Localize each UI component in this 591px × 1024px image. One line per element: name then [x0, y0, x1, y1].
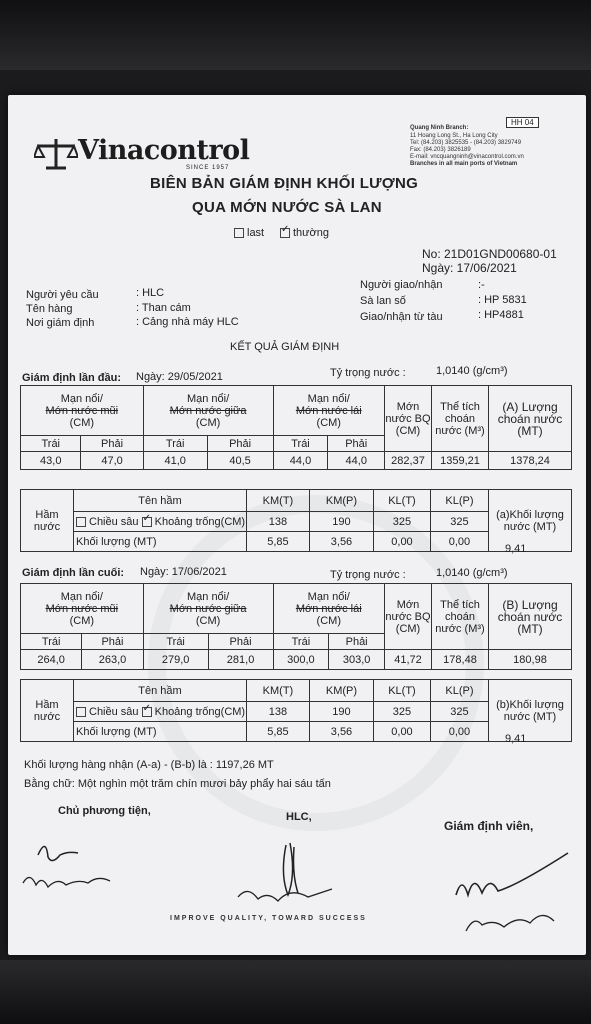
- last-tank-table: Hầm nước Tên hầm KM(T) KM(P) KL(T) KL(P) (b)Khối lượng nước (MT) Chiều sâu ✓ Khoảng trống(CM) 138 190 325 325 Khối lượng (MT) 5,85 3,56 0,00 0,00: [20, 679, 572, 742]
- info-goods-label: Tên hàng: [26, 303, 73, 315]
- title-line2: QUA MỚN NƯỚC SÀ LAN: [192, 199, 382, 216]
- branch-name: Quang Ninh Branch:: [410, 125, 469, 131]
- surveyor-signature-icon: [438, 845, 578, 935]
- title-line1: BIÊN BẢN GIÁM ĐỊNH KHỐI LƯỢNG: [150, 175, 419, 192]
- info-barge-value: : HP 5831: [478, 294, 527, 306]
- background-bottom: [0, 960, 591, 1024]
- first-tank-table: Hầm nước Tên hầm KM(T) KM(P) KL(T) KL(P) (a)Khối lượng nước (MT) Chiều sâu ✓ Khoảng trống(CM) 138 190 325 325 Khối lượng (MT) 5,85 3,56 0,00 0,00: [20, 489, 572, 552]
- info-requester-label: Người yêu cầu: [26, 289, 99, 301]
- result-heading: KẾT QUẢ GIÁM ĐỊNH: [230, 341, 340, 353]
- last-survey-label: Giám định lần cuối:: [22, 567, 125, 579]
- footer-slogan: IMPROVE QUALITY, TOWARD SUCCESS: [170, 915, 367, 922]
- client-signature-icon: [228, 835, 348, 915]
- info-place-label: Nơi giám định: [26, 317, 95, 329]
- background-top: [0, 0, 591, 70]
- info-requester-value: : HLC: [136, 287, 165, 299]
- summary-words: Bằng chữ: Một nghìn một trăm chín mươi bảy phẩy hai sáu tấn: [24, 778, 331, 790]
- info-goods-value: : Than cám: [136, 302, 191, 314]
- last-water-mass: 9,41: [505, 733, 527, 745]
- branch-email: E-mail: vncquangninh@vinacontrol.com.vn: [410, 154, 524, 160]
- info-vessel-label: Giao/nhận từ tàu: [360, 311, 443, 323]
- scales-icon: [34, 137, 78, 171]
- branch-address: 11 Hoang Long St., Ha Long City: [410, 133, 498, 139]
- signature-owner-label: Chủ phương tiện,: [58, 805, 151, 817]
- first-water-mass: 9,41: [505, 543, 527, 555]
- doc-date: Ngày: 17/06/2021: [422, 261, 517, 275]
- last-density-label: Tỷ trọng nước :: [330, 569, 406, 581]
- option-last: last: [234, 227, 264, 239]
- survey-document: [8, 95, 586, 955]
- logo-text: Vinacontrol: [78, 135, 250, 166]
- info-vessel-value: : HP4881: [478, 309, 524, 321]
- first-density-value: 1,0140 (g/cm³): [436, 365, 508, 377]
- info-deliverer-label: Người giao/nhận: [360, 279, 443, 291]
- logo-since: SINCE 1957: [186, 165, 230, 171]
- info-place-value: : Cảng nhà máy HLC: [136, 316, 239, 328]
- owner-signature-icon: [18, 835, 138, 895]
- last-draft-table: Mạn nổi/ Mớn nước mũi (CM) Mạn nổi/ Mớn nước giữa (CM) Mạn nổi/ Mớn nước lái (CM) Mớn nước BQ (CM) Thể tích choán nước (M³) (B) Lượng choán nước (MT) Trái Phải Trái Phải Trái Phải 264,0 263,0 279,0 281,0 300,0 303,0 41,72 178,48 180,98: [20, 583, 572, 670]
- checkbox-normal: [280, 228, 290, 238]
- first-survey-label: Giám định lần đầu:: [22, 372, 122, 384]
- last-density-value: 1,0140 (g/cm³): [436, 567, 508, 579]
- first-survey-date: Ngày: 29/05/2021: [136, 371, 223, 383]
- signature-client-label: HLC,: [286, 811, 312, 823]
- info-deliverer-value: :-: [478, 279, 485, 291]
- first-density-label: Tỷ trọng nước :: [330, 367, 406, 379]
- first-draft-table: Mạn nổi/ Mớn nước mũi (CM) Mạn nổi/ Mớn nước giữa (CM) Mạn nổi/ Mớn nước lái (CM) Mớn nước BQ (CM) Thể tích choán nước (M³) (A) Lượng choán nước (MT) Trái Phải Trái Phải Trái Phải 43,0 47,0 41,0 40,5 44,0 44,0 282,37 1359,21 1378,24: [20, 385, 572, 470]
- info-barge-label: Sà lan số: [360, 295, 406, 307]
- signature-surveyor-label: Giám định viên,: [444, 819, 534, 833]
- branch-tel: Tel: (84.203) 3825535 - (84.203) 3829749: [410, 140, 522, 146]
- branch-code: HH 04: [506, 117, 539, 128]
- option-normal: ✓ thường: [280, 227, 329, 239]
- doc-number: No: 21D01GND00680-01: [422, 247, 557, 261]
- branch-note: Branches in all main ports of Vietnam: [410, 161, 518, 167]
- summary-net: Khối lượng hàng nhận (A-a) - (B-b) là : 1197,26 MT: [24, 759, 274, 771]
- last-survey-date: Ngày: 17/06/2021: [140, 566, 227, 578]
- checkbox-last: [234, 228, 244, 238]
- branch-fax: Fax: (84.203) 3826189: [410, 147, 471, 153]
